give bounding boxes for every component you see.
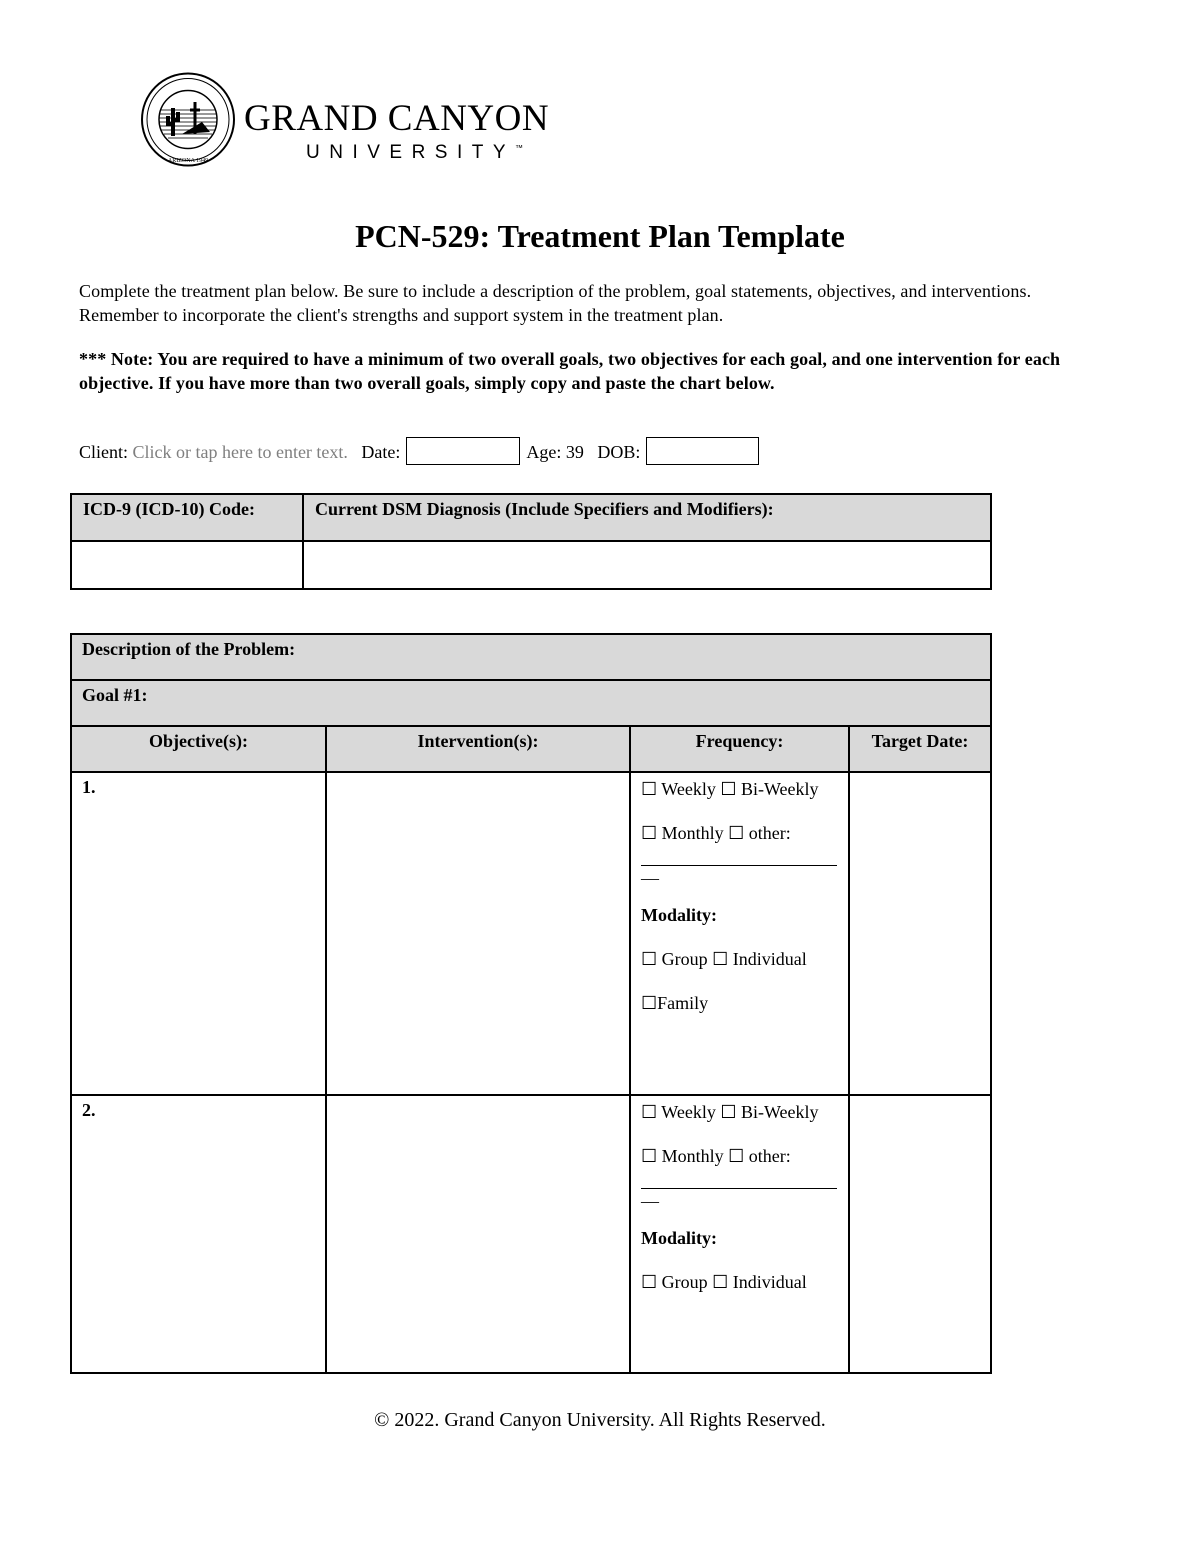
dob-label: DOB: <box>597 442 641 462</box>
target-date-header: Target Date: <box>849 726 991 772</box>
icd-code-cell[interactable] <box>71 541 303 589</box>
note-paragraph: *** Note: You are required to have a minimum of two overall goals, two objectives for each goal, and one intervention for each objective. If you have more than two overall goals, simply copy and paste the chart below. <box>79 349 1061 393</box>
page-title: PCN-529: Treatment Plan Template <box>355 218 845 254</box>
table-row <box>71 772 991 1095</box>
logo-name-second: UNIVERSITY™ <box>306 142 524 163</box>
problem-description-cell[interactable]: Description of the Problem: <box>71 634 991 680</box>
target-date-cell[interactable] <box>849 772 991 1095</box>
frequency-options-weekly[interactable]: ☐ Weekly ☐ Bi-Weekly <box>641 1102 819 1122</box>
target-date-cell[interactable] <box>849 1095 991 1373</box>
client-info-line <box>79 440 765 465</box>
modality-label: Modality: <box>641 1228 717 1248</box>
frequency-options-weekly[interactable]: ☐ Weekly ☐ Bi-Weekly <box>641 779 819 799</box>
frequency-header: Frequency: <box>630 726 849 772</box>
svg-text:ARIZONA 1949: ARIZONA 1949 <box>167 158 209 164</box>
client-label: Client: <box>79 442 128 462</box>
dsm-diagnosis-cell[interactable] <box>303 541 991 589</box>
frequency-cell <box>630 772 849 1095</box>
intro-paragraph: Complete the treatment plan below. Be sure to include a description of the problem, goal statements, objectives, and interventions. Remember to incorporate the client's strengths and support system in the treatment plan. <box>79 281 1032 325</box>
objectives-header: Objective(s): <box>71 726 326 772</box>
modality-label: Modality: <box>641 905 717 925</box>
other-frequency-line[interactable] <box>641 1169 837 1189</box>
date-field[interactable] <box>406 437 520 465</box>
treatment-plan-table <box>70 633 992 1374</box>
goal-cell[interactable]: Goal #1: <box>71 680 991 726</box>
copyright-footer: © 2022. Grand Canyon University. All Rights Reserved. <box>374 1409 826 1431</box>
university-logo <box>140 72 580 167</box>
objective-cell[interactable]: 2. <box>71 1095 326 1373</box>
modality-family-option[interactable]: ☐Family <box>641 993 709 1013</box>
intervention-cell[interactable] <box>326 1095 630 1373</box>
dash-text: — <box>641 1191 659 1211</box>
interventions-header: Intervention(s): <box>326 726 630 772</box>
frequency-options-monthly[interactable]: ☐ Monthly ☐ other: <box>641 823 791 843</box>
client-name-field[interactable]: Click or tap here to enter text. <box>132 442 348 462</box>
table-row <box>71 1095 991 1373</box>
dsm-diagnosis-header: Current DSM Diagnosis (Include Specifiers and Modifiers): <box>303 494 991 541</box>
university-seal-icon <box>140 72 236 167</box>
age-value[interactable]: 39 <box>565 442 584 462</box>
icd-code-header: ICD-9 (ICD-10) Code: <box>71 494 303 541</box>
frequency-cell <box>630 1095 849 1373</box>
dash-text: — <box>641 868 659 888</box>
age-label: Age: <box>526 442 562 462</box>
diagnosis-table <box>70 493 992 590</box>
logo-name-first: GRAND CANYON <box>244 98 550 139</box>
dob-field[interactable] <box>646 437 759 465</box>
objective-cell[interactable]: 1. <box>71 772 326 1095</box>
frequency-options-monthly[interactable]: ☐ Monthly ☐ other: <box>641 1146 791 1166</box>
modality-options[interactable]: ☐ Group ☐ Individual <box>641 949 807 969</box>
modality-options[interactable]: ☐ Group ☐ Individual <box>641 1272 807 1292</box>
date-label: Date: <box>361 442 401 462</box>
intervention-cell[interactable] <box>326 772 630 1095</box>
other-frequency-line[interactable] <box>641 846 837 866</box>
